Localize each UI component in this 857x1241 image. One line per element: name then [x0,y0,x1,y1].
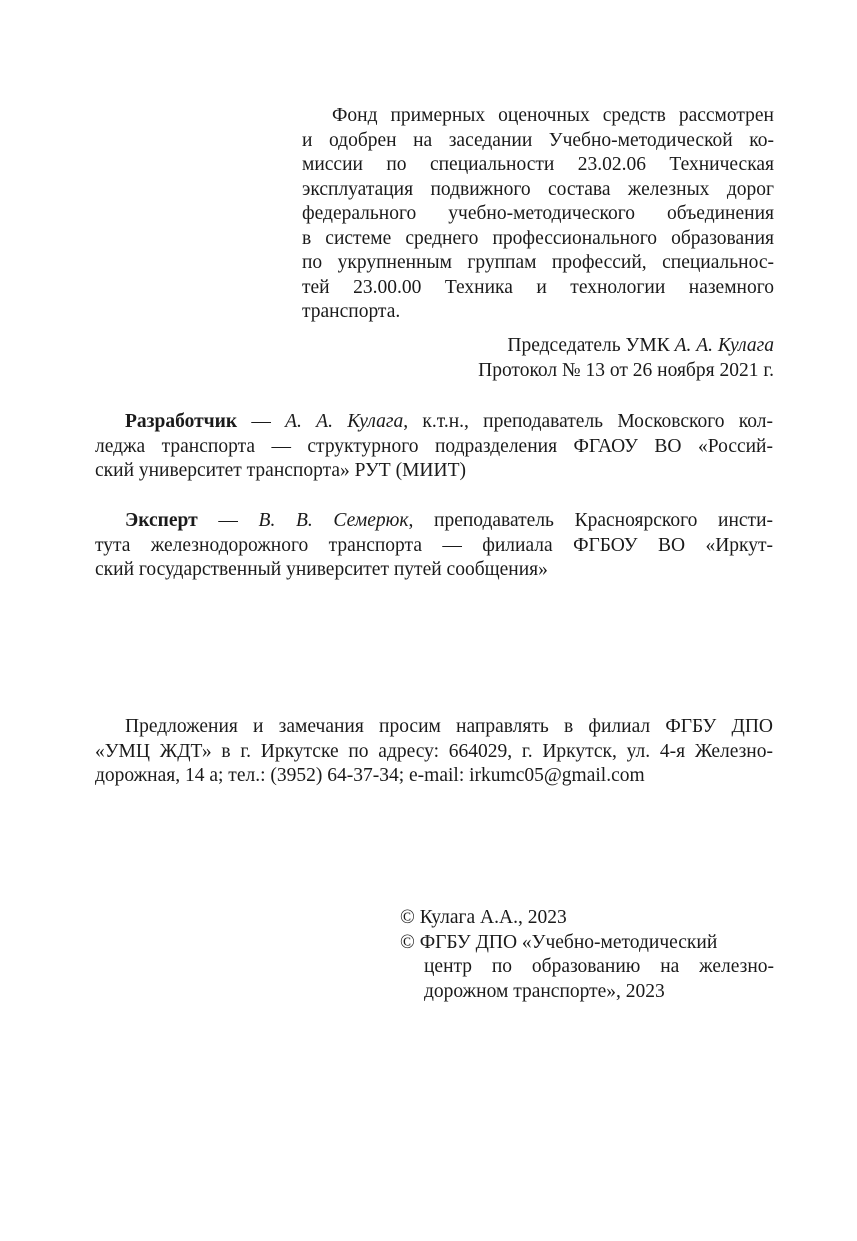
expert-block [95,509,773,583]
text-line: леджа транспорта — структурного подразделения ФГАОУ ВО «Россий- [95,435,773,457]
text-line: ский университет транспорта» РУТ (МИИТ) [95,460,466,481]
chair-line [302,334,774,359]
expert-role: Эксперт [125,510,198,531]
text-line: в системе среднего профессионального образования [302,227,774,249]
expert-info: , преподаватель Красноярского инсти- [408,510,774,531]
copyright-block [400,906,774,1004]
dash: — [237,411,286,432]
dash: — [197,510,259,531]
text-line [95,410,773,435]
approval-note [302,104,774,325]
text-line: миссии по специальности 23.02.06 Техническая [302,154,774,175]
text-line: федерального учебно-методического объединения [302,203,774,224]
text-line: эксплуатация подвижного состава железных дорог [302,178,774,200]
copyright-line: © ФГБУ ДПО «Учебно-методический [400,931,718,953]
copyright-line: © Кулага А.А., 2023 [400,907,567,928]
text-line: и одобрен на заседании Учебно-методической ко- [302,129,774,151]
text-line [95,509,773,534]
chair-signature [302,334,774,383]
developer-name: А. А. Кулага [285,411,404,432]
copyright-line: дорожном транспорте», 2023 [424,980,665,1002]
developer-block [95,410,773,484]
text-line: Предложения и замечания просим направлять в филиал ФГБУ ДПО [125,716,773,737]
copyright-line: центр по образованию на железно- [424,956,774,977]
suggestions-block [95,715,773,789]
text-line: ский государственный университет путей сообщения» [95,559,548,580]
text-line: «УМЦ ЖДТ» в г. Иркутске по адресу: 664029, г. Иркутск, ул. 4-я Железно- [95,740,773,762]
developer-info: , к.т.н., преподаватель Московского кол- [403,411,773,432]
expert-name: В. В. Семерюк [258,510,409,531]
text-line: транспорта. [302,301,401,322]
developer-role: Разработчик [125,411,238,432]
text-line: по укрупненным группам профессий, специальнос- [302,252,774,273]
text-line: тей 23.00.00 Техника и технологии наземного [302,276,774,298]
chair-name: А. А. Кулага [674,335,774,356]
chair-label: Председатель УМК [507,335,675,356]
text-line: Фонд примерных оценочных средств рассмотрен [332,105,774,126]
text-line: дорожная, 14 а; тел.: (3952) 64-37-34; e-mail: irkumc05@gmail.com [95,765,645,786]
protocol-line: Протокол № 13 от 26 ноября 2021 г. [478,359,774,381]
text-line: тута железнодорожного транспорта — филиала ФГБОУ ВО «Иркут- [95,534,773,556]
